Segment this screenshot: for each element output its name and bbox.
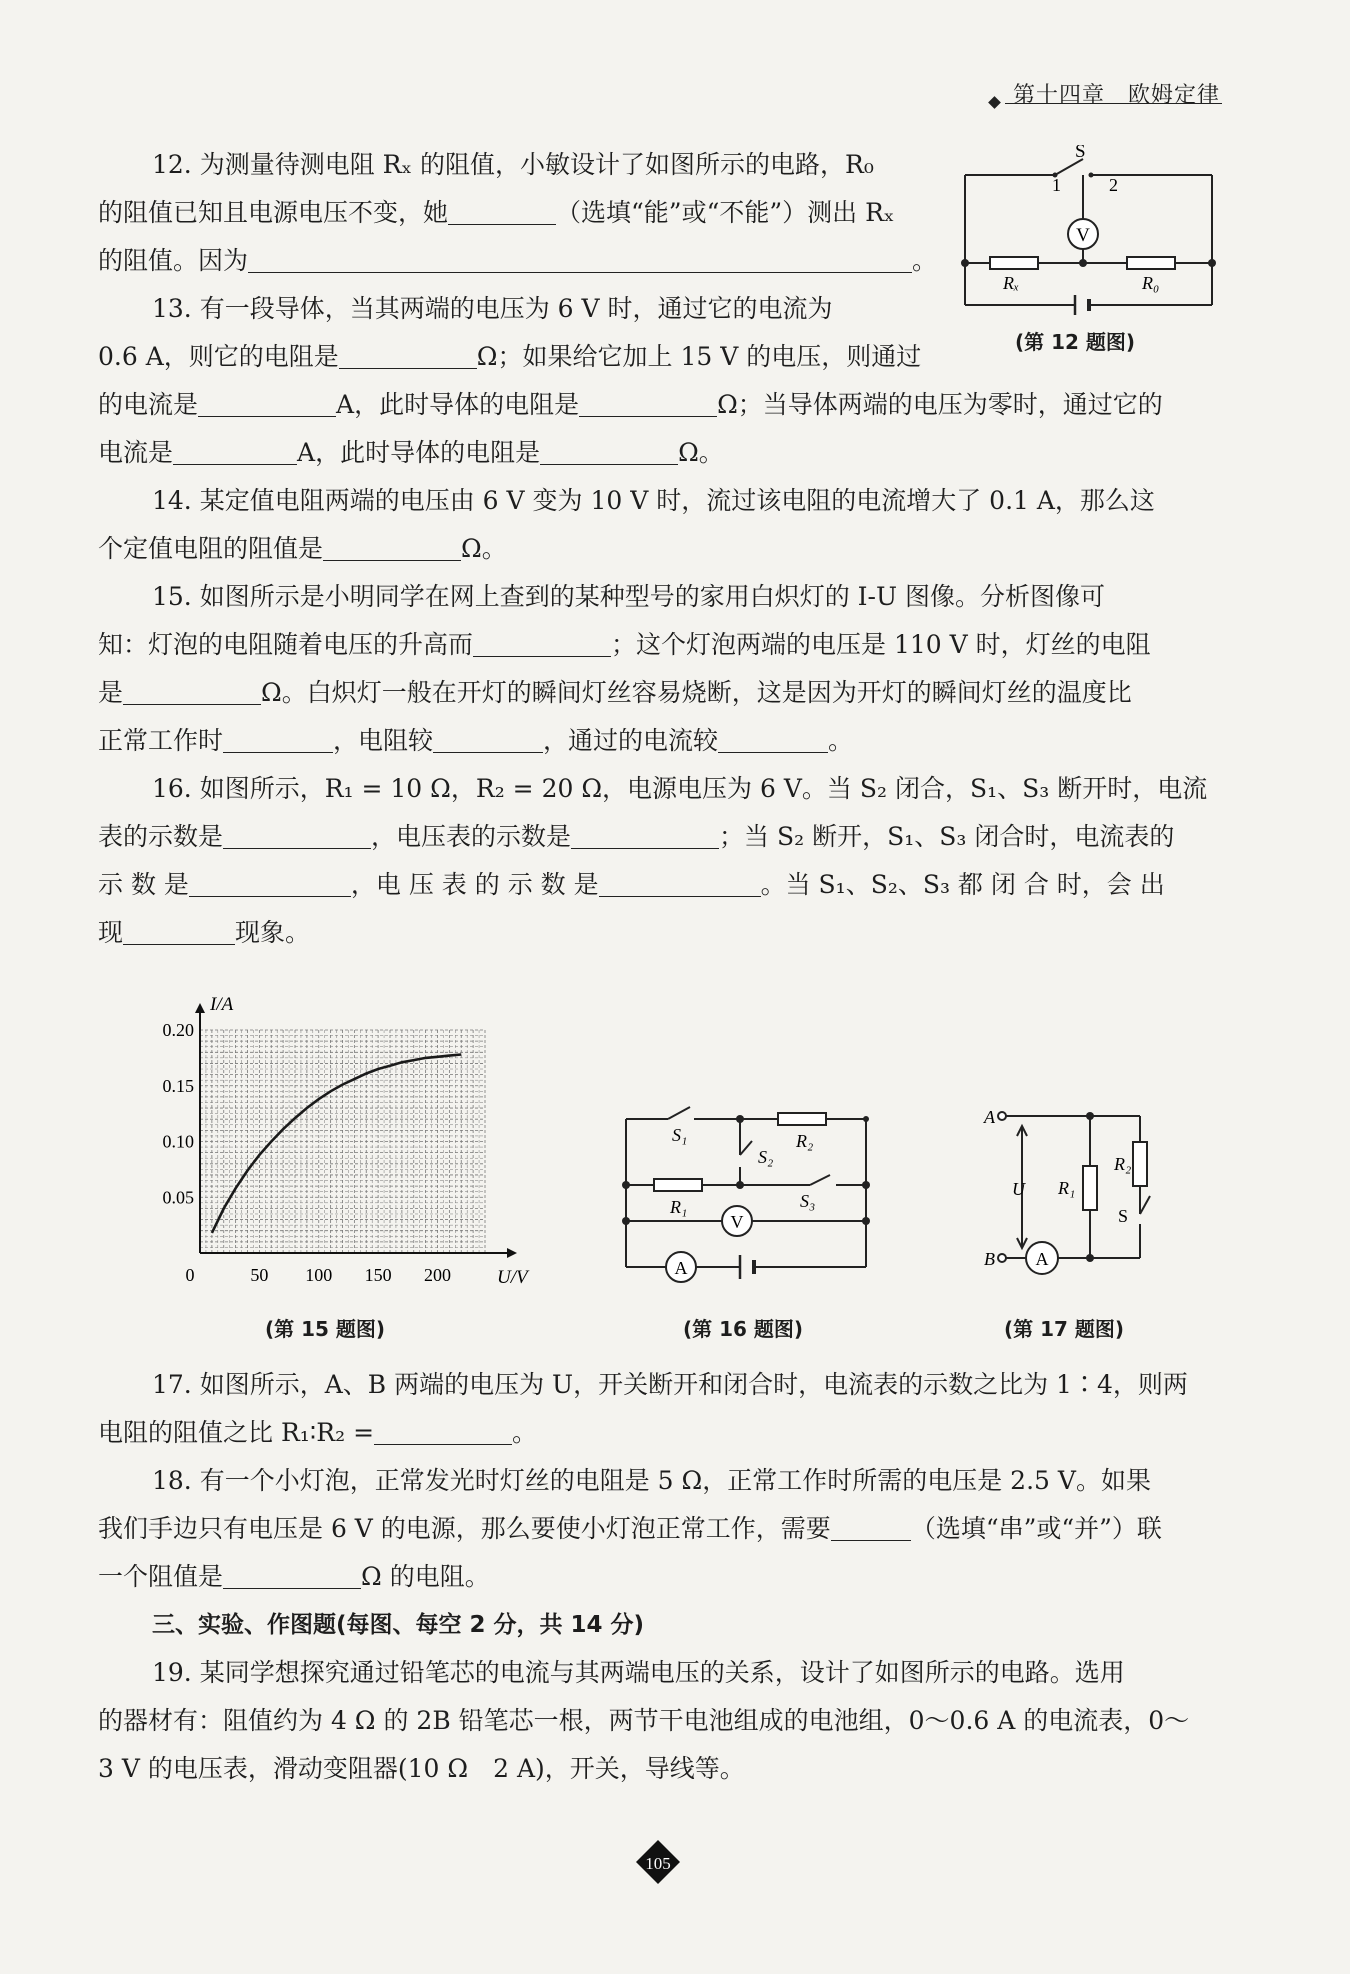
q13-blank-5[interactable]	[540, 438, 678, 465]
iu-chart	[140, 985, 540, 1285]
q17-figure-caption: (第 17 题图)	[1004, 1317, 1125, 1341]
q17-blank-1[interactable]	[374, 1418, 512, 1445]
q19-line-1: 19. 某同学想探究通过铅笔芯的电流与其两端电压的关系，设计了如图所示的电路。选用	[152, 1658, 1125, 1687]
q15-blank-3[interactable]	[223, 726, 333, 753]
q17-terminal-b: B	[984, 1249, 995, 1269]
chart-grid	[200, 1030, 485, 1253]
page-number-badge	[634, 1838, 682, 1886]
q17-u-label: U	[1012, 1179, 1025, 1199]
chart-x-axis-label: U/V	[497, 1267, 528, 1285]
q12-blank-2[interactable]	[248, 246, 912, 273]
q16-circuit-diagram	[618, 1105, 880, 1290]
q17-line-2: 电阻的阻值之比 R₁∶R₂ = 。	[98, 1418, 538, 1447]
q13-blank-4[interactable]	[173, 438, 297, 465]
q12-voltmeter-label: V	[1076, 225, 1090, 246]
header-rule	[1005, 103, 1222, 104]
q15-blank-4[interactable]	[433, 726, 543, 753]
q13-line-1: 13. 有一段导体，当其两端的电压为 6 V 时，通过它的电流为	[152, 294, 833, 323]
page-number: 105	[645, 1854, 671, 1873]
q16-voltmeter-label: V	[730, 1212, 744, 1232]
y-tick-label: 0.20	[162, 1020, 194, 1040]
q13-blank-1[interactable]	[339, 342, 477, 369]
q12-line-2: 的阻值已知且电源电压不变，她 （选填“能”或“不能”）测出 Rₓ	[98, 198, 895, 227]
q17-r2-label: R₂	[1114, 1154, 1132, 1174]
q18-blank-1[interactable]	[831, 1514, 911, 1541]
q16-blank-3[interactable]	[189, 870, 351, 897]
q17-ammeter-label: A	[1035, 1249, 1049, 1269]
q16-s2-label: S₂	[758, 1147, 774, 1167]
section-3-heading: 三、实验、作图题(每图、每空 2 分，共 14 分)	[152, 1612, 645, 1638]
q19-line-2: 的器材有：阻值约为 4 Ω 的 2B 铅笔芯一根，两节干电池组成的电池组，0～0.6 A 的电流表，0～	[98, 1706, 1190, 1735]
x-tick-label: 50	[250, 1265, 269, 1285]
q12-circuit-diagram	[955, 145, 1230, 320]
y-axis-arrow	[195, 1003, 205, 1013]
q17-switch-label: S	[1118, 1206, 1129, 1226]
q15-figure-caption: (第 15 题图)	[265, 1317, 386, 1341]
q16-line-4: 现 现象。	[98, 918, 311, 947]
q16-r1-label: R₁	[670, 1197, 688, 1217]
q17-r1-label: R₁	[1058, 1178, 1076, 1198]
q16-line-2: 表的示数是 ，电压表的示数是 ；当 S₂ 断开，S₁、S₃ 闭合时，电流表的	[98, 822, 1175, 851]
q14-line-2: 个定值电阻的阻值是 Ω。	[98, 534, 507, 563]
q12-rx-label: Rₓ	[1003, 273, 1020, 293]
q13-line-4: 电流是 A，此时导体的电阻是 Ω。	[98, 438, 724, 467]
q16-ammeter-label: A	[674, 1258, 688, 1278]
q15-blank-5[interactable]	[718, 726, 828, 753]
q16-line-3: 示 数 是 ，电 压 表 的 示 数 是 。当 S₁、S₂、S₃ 都 闭 合 时，会 出	[98, 870, 1165, 899]
q12-blank-1[interactable]	[448, 198, 556, 225]
q15-line-1: 15. 如图所示是小明同学在网上查到的某种型号的家用白炽灯的 I-U 图像。分析图像可	[152, 582, 1105, 611]
q16-s1-label: S₁	[672, 1125, 688, 1145]
q16-r2-label: R₂	[796, 1131, 814, 1151]
chapter-title: 第十四章 欧姆定律	[1012, 83, 1220, 108]
y-tick-label: 0.15	[162, 1075, 194, 1096]
q17-circuit-diagram	[982, 1100, 1162, 1300]
x-tick-label: 0	[185, 1265, 195, 1285]
q13-blank-2[interactable]	[198, 390, 336, 417]
q16-s3-label: S₃	[800, 1191, 816, 1211]
q12-line-3: 的阻值。因为 。	[98, 246, 938, 275]
q13-line-2: 0.6 A，则它的电阻是 Ω；如果给它加上 15 V 的电压，则通过	[98, 342, 922, 371]
q15-line-3: 是 Ω。白炽灯一般在开灯的瞬间灯丝容易烧断，这是因为开灯的瞬间灯丝的温度比	[98, 678, 1132, 707]
q18-line-1: 18. 有一个小灯泡，正常发光时灯丝的电阻是 5 Ω，正常工作时所需的电压是 2.5 V。如果	[152, 1466, 1151, 1495]
q18-blank-2[interactable]	[223, 1562, 361, 1589]
x-tick-label: 200	[424, 1265, 451, 1285]
q12-contact-2: 2	[1109, 175, 1118, 195]
q16-blank-4[interactable]	[599, 870, 761, 897]
q15-line-2: 知：灯泡的电阻随着电压的升高而 ；这个灯泡两端的电压是 110 V 时，灯丝的电阻	[98, 630, 1151, 659]
x-tick-label: 100	[305, 1265, 333, 1285]
q18-line-3: 一个阻值是 Ω 的电阻。	[98, 1562, 490, 1591]
q17-terminal-a: A	[984, 1107, 995, 1127]
q12-line-1: 12. 为测量待测电阻 Rₓ 的阻值，小敏设计了如图所示的电路，R₀	[152, 150, 874, 179]
q16-line-1: 16. 如图所示，R₁ = 10 Ω，R₂ = 20 Ω，电源电压为 6 V。当 S₂ 闭合，S₁、S₃ 断开时，电流	[152, 774, 1208, 803]
q18-line-2: 我们手边只有电压是 6 V 的电源，那么要使小灯泡正常工作，需要 （选填“串”或“并”）联	[98, 1514, 1162, 1543]
q14-blank-1[interactable]	[323, 534, 461, 561]
q17-line-1: 17. 如图所示，A、B 两端的电压为 U，开关断开和闭合时，电流表的示数之比为 1∶4，则两	[152, 1370, 1188, 1399]
q15-blank-1[interactable]	[473, 630, 611, 657]
q16-blank-2[interactable]	[571, 822, 719, 849]
q16-blank-1[interactable]	[223, 822, 371, 849]
q16-figure-caption: (第 16 题图)	[683, 1317, 804, 1341]
q13-blank-3[interactable]	[579, 390, 717, 417]
q16-blank-5[interactable]	[123, 918, 235, 945]
q15-blank-2[interactable]	[123, 678, 261, 705]
y-tick-label: 0.10	[162, 1131, 194, 1152]
q14-line-1: 14. 某定值电阻两端的电压由 6 V 变为 10 V 时，流过该电阻的电流增大了 0.1 A，那么这	[152, 486, 1155, 515]
q19-line-3: 3 V 的电压表，滑动变阻器(10 Ω 2 A)，开关，导线等。	[98, 1754, 745, 1783]
q12-r0-label: R₀	[1142, 273, 1160, 293]
q12-figure-caption: (第 12 题图)	[1015, 330, 1136, 354]
q15-line-4: 正常工作时 ，电阻较 ，通过的电流较 。	[98, 726, 854, 755]
q12-switch-label: S	[1075, 145, 1086, 162]
x-axis-arrow	[507, 1248, 517, 1258]
q13-line-3: 的电流是 A，此时导体的电阻是 Ω；当导体两端的电压为零时，通过它的	[98, 390, 1163, 419]
y-tick-label: 0.05	[162, 1187, 194, 1208]
q12-contact-1: 1	[1052, 175, 1061, 195]
chart-y-axis-label: I/A	[210, 994, 234, 1015]
x-tick-label: 150	[364, 1265, 392, 1285]
